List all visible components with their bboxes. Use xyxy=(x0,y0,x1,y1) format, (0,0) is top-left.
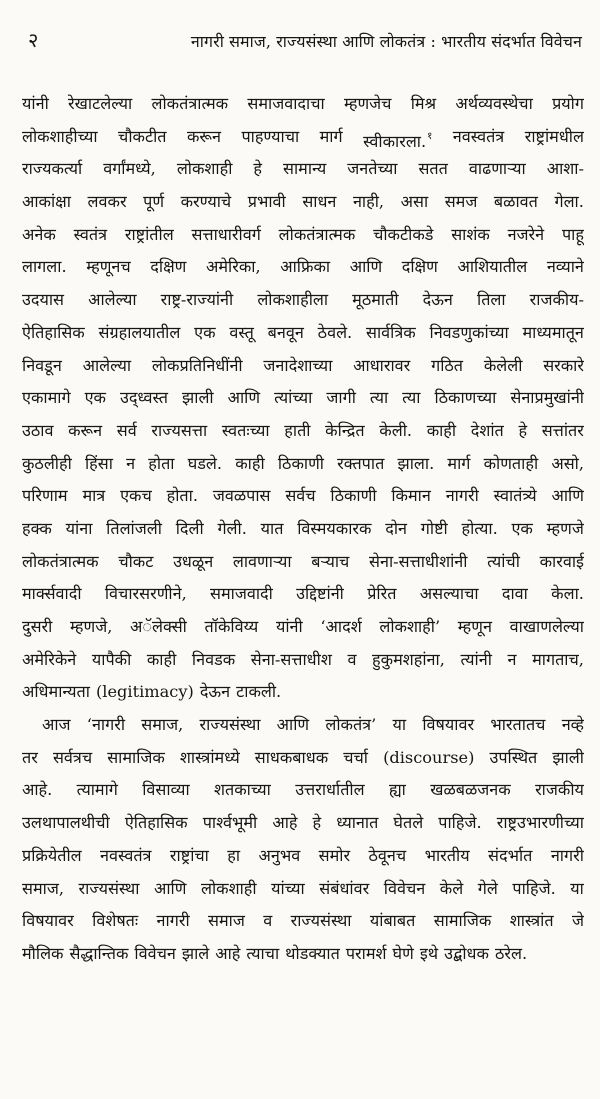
text-line: समाज, राज्यसंस्था आणि लोकशाही यांच्या संबंधांवर विवेचन केले गेले पाहिजे. या xyxy=(22,878,584,898)
text-line: अधिमान्यता (legitimacy) देऊन टाकली. xyxy=(22,682,282,702)
text-line: विषयावर विशेषतः नागरी समाज व राज्यसंस्था यांबाबत सामाजिक शास्त्रांत जे xyxy=(22,911,584,931)
text-line: लोकशाहीच्या चौकटीत करून पाहण्याचा मार्ग स्वीकारला.$^१$ नवस्वतंत्र राष्ट्रांमधील xyxy=(22,126,584,151)
text-line: आकांक्षा लवकर पूर्ण करण्याचे प्रभावी साधन नाही, असा समज बळावत गेला. xyxy=(22,192,584,212)
text-line: अमेरिकेने यापैकी काही निवडक सेना-सत्ताधीश व हुकुमशहांना, त्यांनी न मागताच, xyxy=(22,649,584,669)
running-title: नागरी समाज, राज्यसंस्था आणि लोकतंत्र : भारतीय संदर्भात विवेचन xyxy=(190,32,582,51)
text-line: राज्यकर्त्या वर्गांमध्ये, लोकशाही हे सामान्य जनतेच्या सतत वाढणाऱ्या आशा- xyxy=(22,159,584,179)
page-header xyxy=(22,26,584,88)
text-line: ऐतिहासिक संग्रहालयातील एक वस्तू बनवून ठेवले. सार्वत्रिक निवडणुकांच्या माध्यमातून xyxy=(22,322,584,342)
paragraph xyxy=(22,88,584,709)
text-line: उदयास आलेल्या राष्ट्र-राज्यांनी लोकशाहीला मूठमाती देऊन तिला राजकीय- xyxy=(22,290,584,310)
text-line: मौलिक सैद्धान्तिक विवेचन झाले आहे त्याचा थोडक्यात परामर्श घेणे इथे उद्बोधक ठरेल. xyxy=(22,943,528,963)
text-line: अनेक स्वतंत्र राष्ट्रांतील सत्ताधारीवर्ग लोकतंत्रात्मक चौकटीकडे साशंक नजरेने पाहू xyxy=(22,224,584,244)
footnote-marker[interactable]: १ xyxy=(427,130,433,142)
page-body xyxy=(22,88,584,971)
text-line: दुसरी म्हणजे, अॅलेक्सी तॉकेविय्य यांनी ‘आदर्श लोकशाही’ म्हणून वाखाणलेल्या xyxy=(22,617,584,636)
text-line: लागला. म्हणूनच दक्षिण अमेरिका, आफ्रिका आणि दक्षिण आशियातील नव्याने xyxy=(22,257,584,277)
text-line: लोकतंत्रात्मक चौकट उधळून लावणाऱ्या बऱ्याच सेना-सत्ताधीशांनी त्यांची कारवाई xyxy=(22,551,584,571)
text-line: यांनी रेखाटलेल्या लोकतंत्रात्मक समाजवादाचा म्हणजेच मिश्र अर्थव्यवस्थेचा प्रयोग xyxy=(22,94,584,113)
text-line: मार्क्सवादी विचारसरणीने, समाजवादी उद्दिष्टांनी प्रेरित असल्याचा दावा केला. xyxy=(22,584,584,604)
text-line: आहे. त्यामागे विसाव्या शतकाच्या उत्तरार्धातील ह्या खळबळजनक राजकीय xyxy=(22,780,584,800)
text-line: प्रक्रियेतील नवस्वतंत्र राष्ट्रांचा हा अनुभव समोर ठेवूनच भारतीय संदर्भात नागरी xyxy=(22,845,584,865)
text-line: परिणाम मात्र एकच होता. जवळपास सर्वच ठिकाणी किमान नागरी स्वातंत्र्ये आणि xyxy=(22,486,584,506)
text-line: कुठलीही हिंसा न होता घडले. काही ठिकाणी रक्तपात झाला. मार्ग कोणताही असो, xyxy=(22,453,584,473)
text-line: हक्क यांना तिलांजली दिली गेली. यात विस्मयकारक दोन गोष्टी होत्या. एक म्हणजे xyxy=(22,518,584,538)
text-line: उलथापालथीची ऐतिहासिक पार्श्वभूमी आहे हे ध्यानात घेतले पाहिजे. राष्ट्रउभारणीच्या xyxy=(22,813,584,833)
page-number: २ xyxy=(28,28,39,52)
paragraph xyxy=(22,709,584,971)
text-line: उठाव करून सर्व राज्यसत्ता स्वतःच्या हाती केन्द्रित केली. काही देशांत हे सत्तांतर xyxy=(22,420,584,440)
text-line: तर सर्वत्रच सामाजिक शास्त्रांमध्ये साधकबाधक चर्चा (discourse) उपस्थित झाली xyxy=(22,747,584,767)
text-line: आज ‘नागरी समाज, राज्यसंस्था आणि लोकतंत्र’ या विषयावर भारतातच नव्हे xyxy=(42,715,584,735)
text-line: एकामागे एक उद्ध्वस्त झाली आणि त्यांच्या जागी त्या त्या ठिकाणच्या सेनाप्रमुखांनी xyxy=(22,388,584,408)
text-line: निवडून आलेल्या लोकप्रतिनिधींनी जनादेशाच्या आधारावर गठित केलेली सरकारे xyxy=(22,355,584,375)
